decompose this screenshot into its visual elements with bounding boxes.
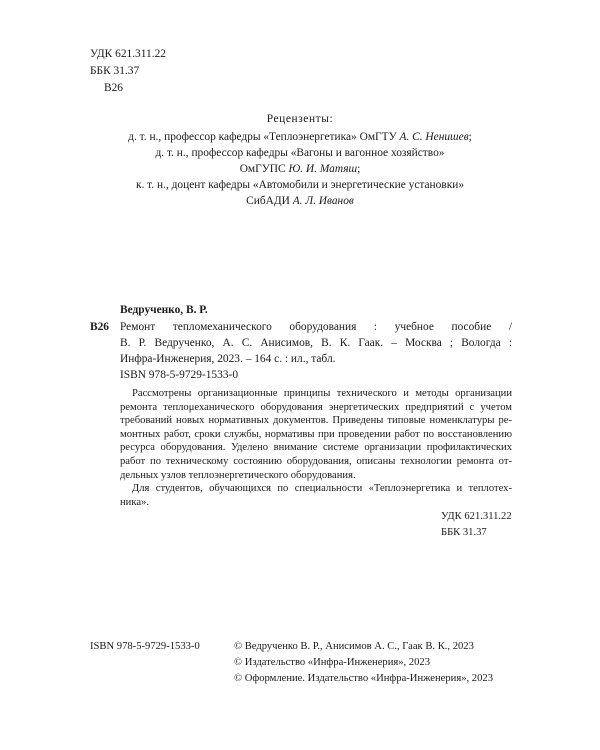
copyright-publisher: © Издательство «Инфра-Инженерия», 2023: [234, 657, 431, 668]
author-mark: В26: [104, 82, 123, 94]
abstract: [120, 387, 512, 509]
udk-code-right: УДК 621.311.22: [441, 511, 512, 522]
reviewer-2: д. т. н., профессор кафедры «Вагоны и вагонное хозяйство»: [155, 147, 445, 159]
bbk-code: ББК 31.37: [90, 65, 140, 77]
record-title-line-1: Ремонт тепломеханического оборудования : учебное пособие /: [120, 321, 512, 333]
reviewer-3: к. т. н., доцент кафедры «Автомобили и энергетические установки»: [135, 179, 465, 191]
record-title-line-3: Инфра-Инженерия, 2023. – 164 с. : ил., табл.: [120, 353, 336, 365]
abstract-line: работ по техническому состоянию оборудования, описаны технологии ремонта от-: [120, 455, 512, 467]
udk-code: УДК 621.311.22: [90, 48, 166, 60]
abstract-line: требований новых нормативных документов. Приведены типовые номенклатуры ре-: [120, 415, 512, 427]
reviewer-3-name: А. Л. Иванов: [292, 195, 354, 207]
record-isbn: ISBN 978-5-9729-1533-0: [120, 369, 239, 381]
copyright-authors: © Ведрученко В. Р., Анисимов А. С., Гаак В. К., 2023: [234, 641, 474, 652]
abstract-line: дельных узлов теплоэнергетического оборудования.: [120, 469, 356, 481]
record-code: В26: [90, 321, 109, 333]
reviewer-2-org: ОмГУПС Ю. И. Матяш;: [239, 163, 361, 175]
copyright-design: © Оформление. Издательство «Инфра-Инженерия», 2023: [234, 673, 493, 684]
record-author: Ведрученко, В. Р.: [120, 304, 208, 316]
record-title-line-2: В. Р. Ведрученко, А. С. Анисимов, В. К. Гаак. – Москва ; Вологда :: [120, 337, 512, 349]
abstract-line: ремонта теплομеханического оборудования энергетических предприятий с учетом: [120, 401, 512, 413]
audience-line: ника».: [120, 496, 149, 508]
reviewer-2-name: Ю. И. Матяш: [288, 163, 358, 175]
audience-line: Для студентов, обучающихся по специальности «Теплоэнергетика и теплотех-: [132, 483, 512, 495]
footer-isbn: ISBN 978-5-9729-1533-0: [90, 641, 200, 652]
abstract-line: ресурса оборудования. Уделено внимание системе организации профилактических: [120, 442, 512, 454]
reviewer-1-name: А. С. Ненишев: [399, 131, 469, 143]
bbk-code-right: ББК 31.37: [441, 527, 487, 538]
abstract-line: Рассмотрены организационные принципы технического и методы организации: [132, 388, 512, 399]
abstract-line: монтных работ, сроки службы, нормативы при проведении работ по восстановлению: [120, 428, 512, 440]
reviewer-3-org: СибАДИ А. Л. Иванов: [246, 195, 354, 207]
reviewers-title: Рецензенты:: [266, 113, 334, 125]
reviewer-1: д. т. н., профессор кафедры «Теплоэнергетика» ОмГТУ А. С. Ненишев;: [128, 131, 472, 143]
